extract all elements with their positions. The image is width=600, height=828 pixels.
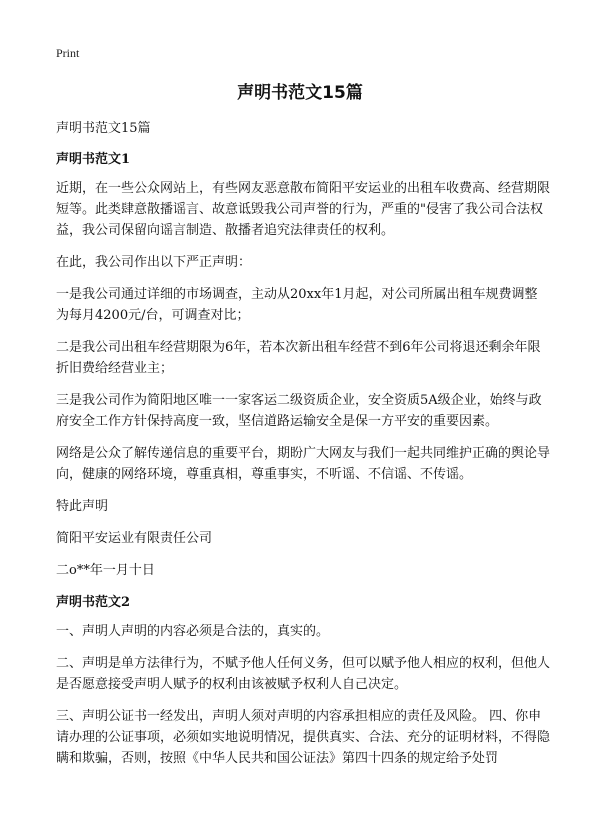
page-title: 声明书范文15篇 bbox=[237, 83, 363, 103]
section-heading-1: 声明书范文1 bbox=[56, 152, 131, 167]
section-heading-2: 声明书范文2 bbox=[56, 595, 131, 610]
paragraph: 网络是公众了解传递信息的重要平台，期盼广大网友与我们一起共同维护正确的舆论导向，健康的网络环境，尊重真相，尊重事实，不听谣、不信谣、不传谣。 bbox=[56, 446, 551, 482]
document-date: 二o**年一月十日 bbox=[56, 563, 155, 578]
document-subtitle: 声明书范文15篇 bbox=[56, 121, 151, 136]
print-link[interactable]: Print bbox=[56, 46, 80, 60]
document-body bbox=[56, 118, 550, 780]
paragraph: 二、声明是单方法律行为，不赋予他人任何义务，但可以赋予他人相应的权利，但他人是否愿意接受声明人赋予的权利由该被赋予权利人自己决定。 bbox=[56, 656, 551, 692]
closing-statement: 特此声明 bbox=[56, 499, 109, 514]
paragraph: 近期，在一些公众网站上，有些网友恶意散布简阳平安运业的出租车收费高、经营期限短等。此类肆意散播谣言、故意诋毁我公司声誉的行为，严重的"侵害了我公司合法权益，我公司保留向谣言制造、散播者追究法律责任的权利。 bbox=[56, 181, 551, 238]
paragraph: 二是我公司出租车经营期限为6年，若本次新出租车经营不到6年公司将退还剩余年限折旧费给经营业主； bbox=[56, 340, 541, 376]
paragraph: 在此，我公司作出以下严正声明： bbox=[56, 255, 252, 270]
paragraph: 一、声明人声明的内容必须是合法的，真实的。 bbox=[56, 624, 330, 639]
paragraph: 三是我公司作为简阳地区唯一一家客运二级资质企业，安全资质5A级企业，始终与政府安全工作方针保持高度一致，坚信道路运输安全是保一方平安的重要因素。 bbox=[56, 393, 542, 429]
paragraph: 三、声明公证书一经发出，声明人须对声明的内容承担相应的责任及风险。 四、你申请办理的公证事项，必须如实地说明情况，提供真实、合法、充分的证明材料，不得隐瞒和欺骗，否则，按照《中华人民共和国公证法》第四十四条的规定给予处罚 bbox=[56, 709, 551, 766]
company-signature: 简阳平安运业有限责任公司 bbox=[56, 531, 213, 546]
paragraph: 一是我公司通过详细的市场调查，主动从20xx年1月起，对公司所属出租车规费调整为每月4200元/台，可调查对比； bbox=[56, 287, 538, 323]
